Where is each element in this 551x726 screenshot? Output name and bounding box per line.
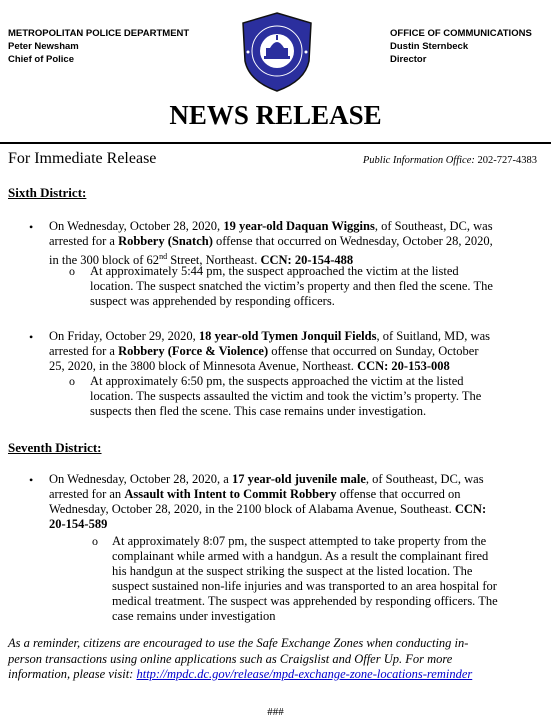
section-heading-sixth: Sixth District: bbox=[8, 185, 87, 200]
list-item: On Wednesday, October 28, 2020, a 17 year-old juvenile male, of Southeast, DC, was arrested for an Assault with Intent to Commit Robbery offense that occurred on Wednesday, October 28, 2020, in the 2100 block of Alabama Avenue, Southeast. CCN: 20-154-589 bbox=[49, 472, 487, 531]
reminder-paragraph: As a reminder, citizens are encouraged to use the Safe Exchange Zones when conducting in- person transactions using online applications such as Craigslist and Offer Up. For more information, please visit: http://mpdc.dc.gov/release/mpd-exchange-zone-locations-reminder bbox=[8, 636, 473, 681]
department-name: METROPOLITAN POLICE DEPARTMENT bbox=[8, 28, 190, 39]
bullet: • bbox=[29, 473, 34, 487]
page-title: NEWS RELEASE bbox=[169, 100, 382, 130]
header-left bbox=[8, 27, 189, 66]
pio-phone: 202-727-4383 bbox=[477, 155, 537, 166]
section-heading-seventh: Seventh District: bbox=[8, 440, 102, 455]
list-item-detail: At approximately 8:07 pm, the suspect attempted to take property from the complainant while armed with a handgun. As a result the complainant fired his handgun at the suspect striking the suspect at the listed location. The suspect sustained non-life injuries and was transported to an area hospital for medical treatment. The suspect was apprehended by responding officers. The case remains under investigation bbox=[112, 534, 498, 623]
office-name: OFFICE OF COMMUNICATIONS bbox=[390, 28, 532, 39]
bullet: • bbox=[29, 330, 34, 344]
list-item-detail: At approximately 6:50 pm, the suspects approached the victim at the listed location. The suspects assaulted the victim and took the victim’s property. The suspects then fled the scene. This case remains under investigation. bbox=[90, 374, 482, 418]
list-item: On Wednesday, October 28, 2020, 19 year-old Daquan Wiggins, of Southeast, DC, was arrested for a Robbery (Snatch) offense that occurred on Wednesday, October 28, 2020, in the 300 block of 62nd Street, Northeast. CCN: 20-154-488 bbox=[49, 219, 493, 268]
exchange-zones-link[interactable]: http://mpdc.dc.gov/release/mpd-exchange-zone-locations-reminder bbox=[136, 667, 473, 681]
immediate-release: For Immediate Release bbox=[8, 150, 157, 167]
pio-label: Public Information Office: bbox=[362, 155, 475, 166]
header-right bbox=[390, 27, 532, 66]
chief-name: Peter Newsham bbox=[8, 41, 79, 52]
header-divider bbox=[0, 142, 551, 144]
list-item: On Friday, October 29, 2020, 18 year-old Tymen Jonquil Fields, of Suitland, MD, was arrested for a Robbery (Force & Violence) offense that occurred on Sunday, October 25, 2020, in the 3800 block of Minnesota Avenue, Northeast. CCN: 20-153-008 bbox=[49, 329, 490, 373]
list-item-detail: At approximately 5:44 pm, the suspect approached the victim at the listed location. The suspect snatched the victim’s property and then fled the scene. The suspect was apprehended by responding officers. bbox=[90, 264, 493, 308]
police-badge-logo bbox=[239, 11, 315, 93]
end-mark: ### bbox=[267, 706, 284, 718]
director-name: Dustin Sternbeck bbox=[390, 41, 469, 52]
director-title: Director bbox=[390, 54, 427, 65]
bullet: • bbox=[29, 220, 34, 234]
sub-bullet: o bbox=[69, 374, 75, 388]
public-info-office bbox=[363, 155, 537, 166]
sub-bullet: o bbox=[69, 264, 75, 278]
sub-bullet: o bbox=[92, 534, 98, 548]
chief-title: Chief of Police bbox=[8, 54, 74, 65]
